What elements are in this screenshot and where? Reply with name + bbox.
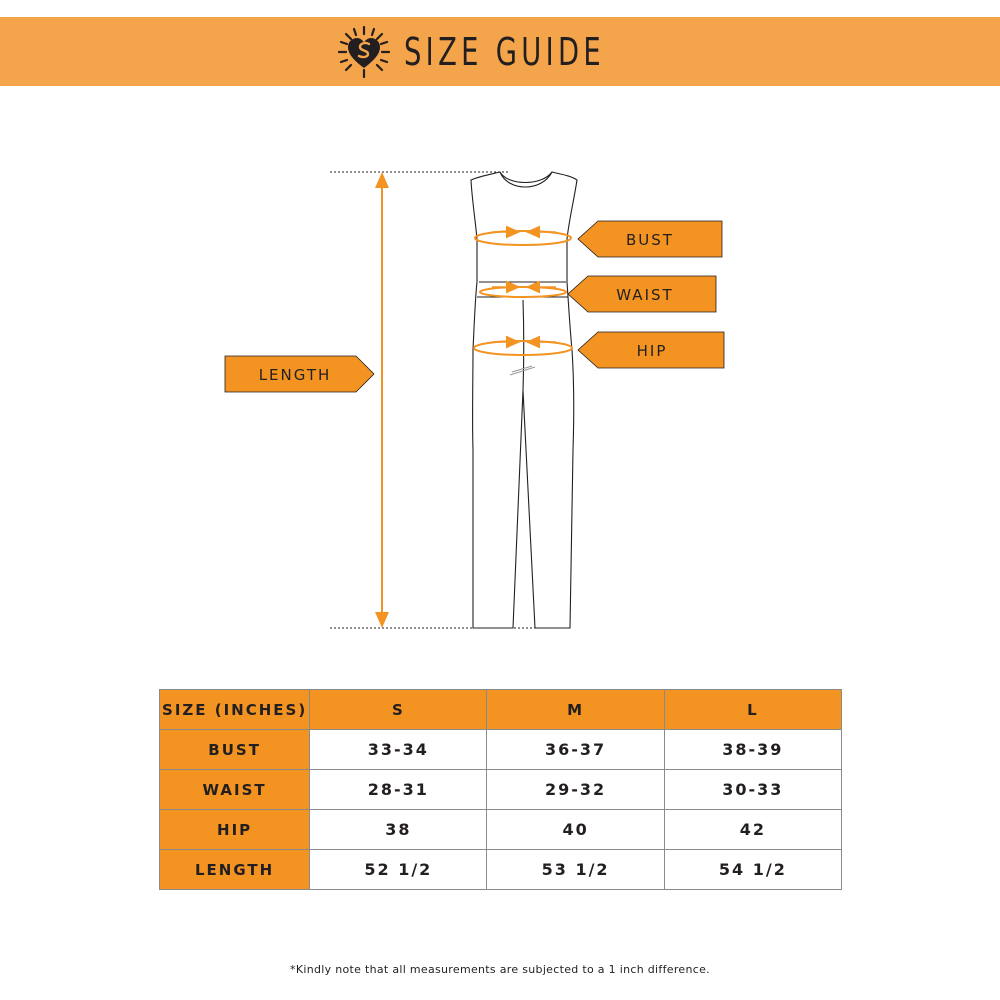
- table-cell: 54 1/2: [664, 850, 841, 890]
- table-cell: 40: [487, 810, 664, 850]
- waist-tag: [568, 276, 716, 312]
- table-cell: 36-37: [487, 730, 664, 770]
- table-header-row: [160, 690, 842, 730]
- hip-tag-label: HIP: [636, 342, 668, 360]
- table-cell: 52 1/2: [310, 850, 487, 890]
- page-title: SIZE GUIDE: [404, 29, 606, 74]
- table-cell: 38: [310, 810, 487, 850]
- length-tag-label: LENGTH: [258, 366, 332, 384]
- hip-tag: [578, 332, 724, 368]
- length-arrow-bottom-head: [375, 612, 389, 628]
- header-cell-size: SIZE (INCHES): [160, 690, 310, 730]
- table-cell: 28-31: [310, 770, 487, 810]
- measurement-footnote: *Kindly note that all measurements are subjected to a 1 inch difference.: [290, 963, 710, 976]
- header-cell-s: S: [310, 690, 487, 730]
- waist-ring: [480, 287, 566, 297]
- bust-tag-label: BUST: [626, 231, 674, 249]
- waist-tag-label: WAIST: [616, 286, 674, 304]
- size-chart-table: [159, 689, 842, 890]
- bust-tag: [578, 221, 722, 257]
- row-label-hip: HIP: [160, 810, 310, 850]
- table-row: [160, 850, 842, 890]
- row-label-bust: BUST: [160, 730, 310, 770]
- table-row: [160, 810, 842, 850]
- table-cell: 33-34: [310, 730, 487, 770]
- table-cell: 53 1/2: [487, 850, 664, 890]
- table-cell: 29-32: [487, 770, 664, 810]
- length-arrow-top-head: [375, 172, 389, 188]
- table-cell: 42: [664, 810, 841, 850]
- header-cell-m: M: [487, 690, 664, 730]
- row-label-length: LENGTH: [160, 850, 310, 890]
- table-cell: 38-39: [664, 730, 841, 770]
- header-cell-l: L: [664, 690, 841, 730]
- measurement-rings: [474, 231, 572, 355]
- hip-ring: [474, 341, 572, 355]
- table-row: [160, 730, 842, 770]
- jumpsuit-outline-icon: [471, 172, 577, 628]
- table-row: [160, 770, 842, 810]
- row-label-waist: WAIST: [160, 770, 310, 810]
- bust-ring: [475, 231, 571, 245]
- table-cell: 30-33: [664, 770, 841, 810]
- length-tag: [225, 356, 374, 392]
